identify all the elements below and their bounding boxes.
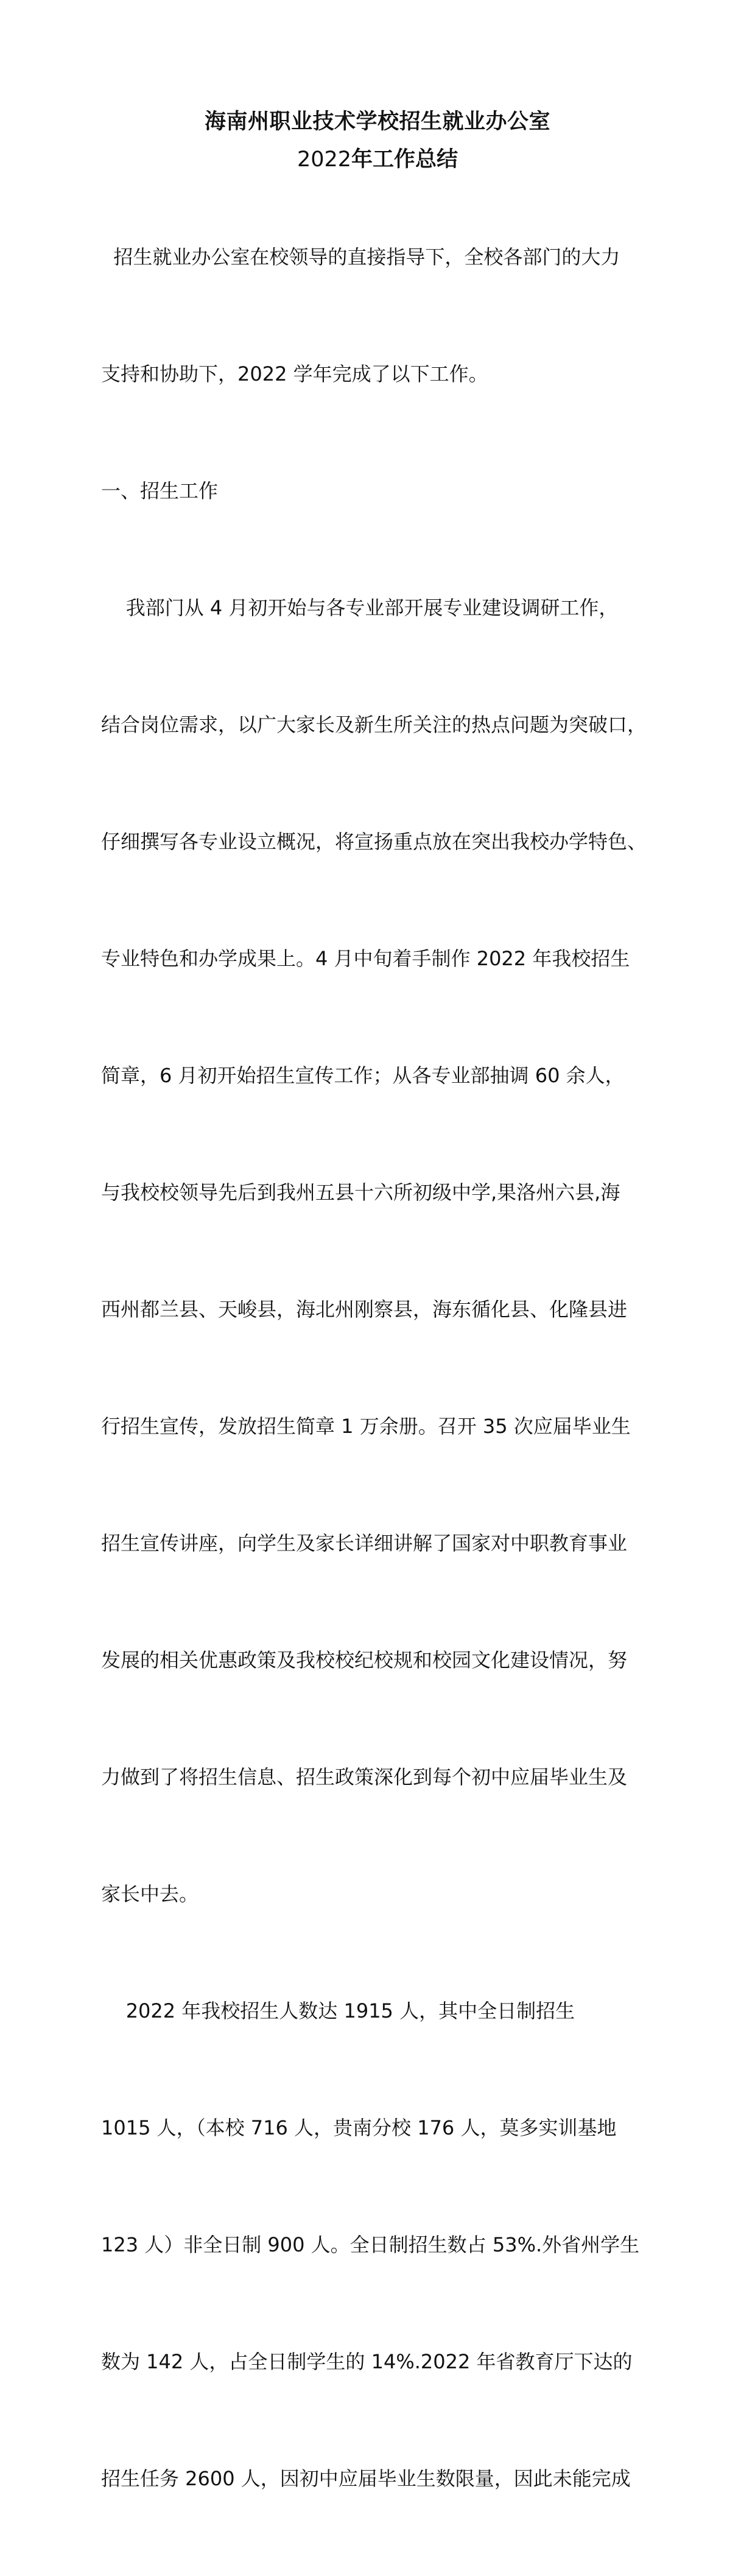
body-line: 西州都兰县、天峻县，海北州刚察县，海东循化县、化隆县进 — [101, 1298, 628, 1321]
body-line: 专业特色和办学成果上。4 月中旬着手制作 2022 年我校招生 — [101, 947, 630, 970]
body-line: 招生宣传讲座，向学生及家长详细讲解了国家对中职教育事业 — [101, 1532, 628, 1555]
body-line: 招生任务 2600 人，因初中应届毕业生数限量，因此未能完成 — [101, 2467, 631, 2490]
body-line: 力做到了将招生信息、招生政策深化到每个初中应届毕业生及 — [101, 1765, 628, 1789]
body-line: 行招生宣传，发放招生简章 1 万余册。召开 35 次应届毕业生 — [101, 1415, 631, 1438]
body-line: 仔细撰写各专业设立概况，将宣扬重点放在突出我校办学特色、 — [101, 830, 647, 853]
document-title: 海南州职业技术学校招生就业办公室 — [204, 110, 550, 134]
body-line: 123 人）非全日制 900 人。全日制招生数占 53%.外省州学生 — [101, 2233, 640, 2256]
body-line: 家长中去。 — [101, 1882, 199, 1906]
body-line: 支持和协助下，2022 学年完成了以下工作。 — [101, 362, 488, 385]
body-line: 数为 142 人，占全日制学生的 14%.2022 年省教育厅下达的 — [101, 2350, 633, 2373]
body-line: 招生就业办公室在校领导的直接指导下，全校各部门的大力 — [101, 245, 620, 269]
body-line: 与我校校领导先后到我州五县十六所初级中学,果洛州六县,海 — [101, 1181, 620, 1204]
body-line: 2022 年我校招生人数达 1915 人，其中全日制招生 — [101, 1999, 575, 2022]
subtitle-year: 2022 — [297, 147, 352, 172]
body-line: 简章，6 月初开始招生宣传工作；从各专业部抽调 60 余人， — [101, 1064, 625, 1087]
section-heading: 一、招生工作 — [101, 479, 219, 502]
body-line: 1015 人，（本校 716 人，贵南分校 176 人，莫多实训基地 — [101, 2116, 617, 2139]
body-line: 我部门从 4 月初开始与各专业部开展专业建设调研工作， — [101, 596, 619, 619]
body-line: 发展的相关优惠政策及我校校纪校规和校园文化建设情况，努 — [101, 1649, 628, 1672]
document-body — [101, 160, 661, 2576]
subtitle-text: 年工作总结 — [351, 147, 458, 172]
body-line: 结合岗位需求，以广大家长及新生所关注的热点问题为突破口， — [101, 713, 647, 736]
